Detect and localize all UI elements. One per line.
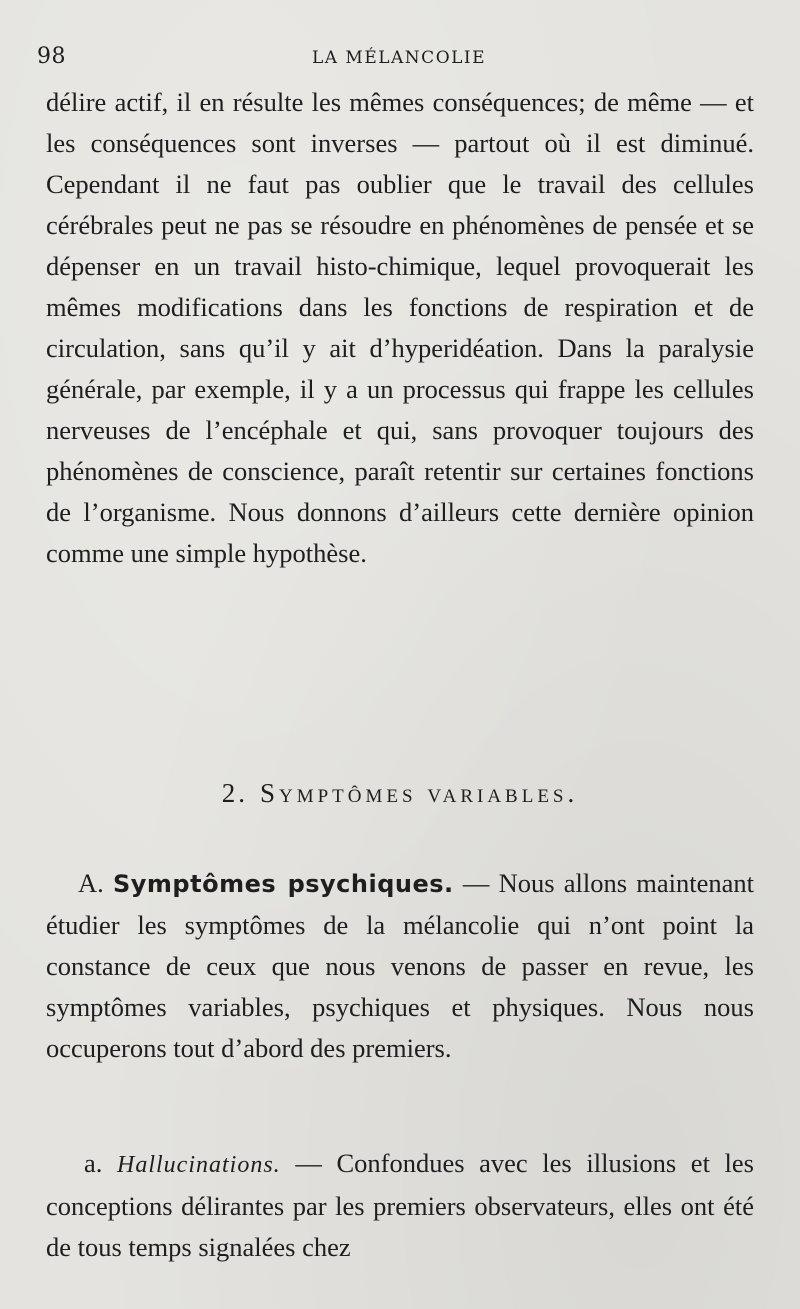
page-header: [37, 44, 761, 74]
paragraph-3-text: — Confondues avec les illusions et les conceptions délirantes par les premiers observateurs, elles ont été de tous temps signalées chez: [46, 1148, 754, 1262]
paragraph-2-text: — Nous allons maintenant étudier les symptômes de la mélancolie qui n’ont point la constance de ceux que nous venons de passer en revue, les symptômes variables, psychiques et physiques. Nous nous occuperons tout d’abord des premiers.: [46, 868, 754, 1063]
sub-subsection-title: Hallucinations.: [117, 1152, 281, 1178]
sub-subsection-letter: a.: [84, 1148, 103, 1178]
section-heading: [0, 778, 800, 809]
paragraph-1: délire actif, il en résulte les mêmes conséquences; de même — et les conséquences sont inverses — partout où il est diminué. Cependant il ne faut pas oublier que le travail des cellules cérébrales peut ne pas se résoudre en phénomènes de pensée et se dépenser en un travail histo-chimique, lequel provoquerait les mêmes modifications dans les fonctions de respiration et de circulation, sans qu’il y ait d’hyperidéation. Dans la paralysie générale, par exemple, il y a un processus qui frappe les cellules nerveuses de l’encéphale et qui, sans provoquer toujours des phénomènes de conscience, paraît retentir sur certaines fonctions de l’organisme. Nous donnons d’ailleurs cette dernière opinion comme une simple hypothèse.: [46, 87, 754, 568]
page-number: 98: [37, 44, 66, 69]
section-title: Symptômes variables.: [259, 778, 579, 808]
subsection-letter: A.: [78, 868, 104, 898]
subsection-title: Symptômes psychiques.: [112, 870, 454, 898]
section-number: 2.: [221, 778, 248, 808]
running-title: LA MÉLANCOLIE: [311, 48, 487, 68]
paragraph-3: [46, 1143, 754, 1268]
paragraph-2: [46, 863, 754, 1069]
